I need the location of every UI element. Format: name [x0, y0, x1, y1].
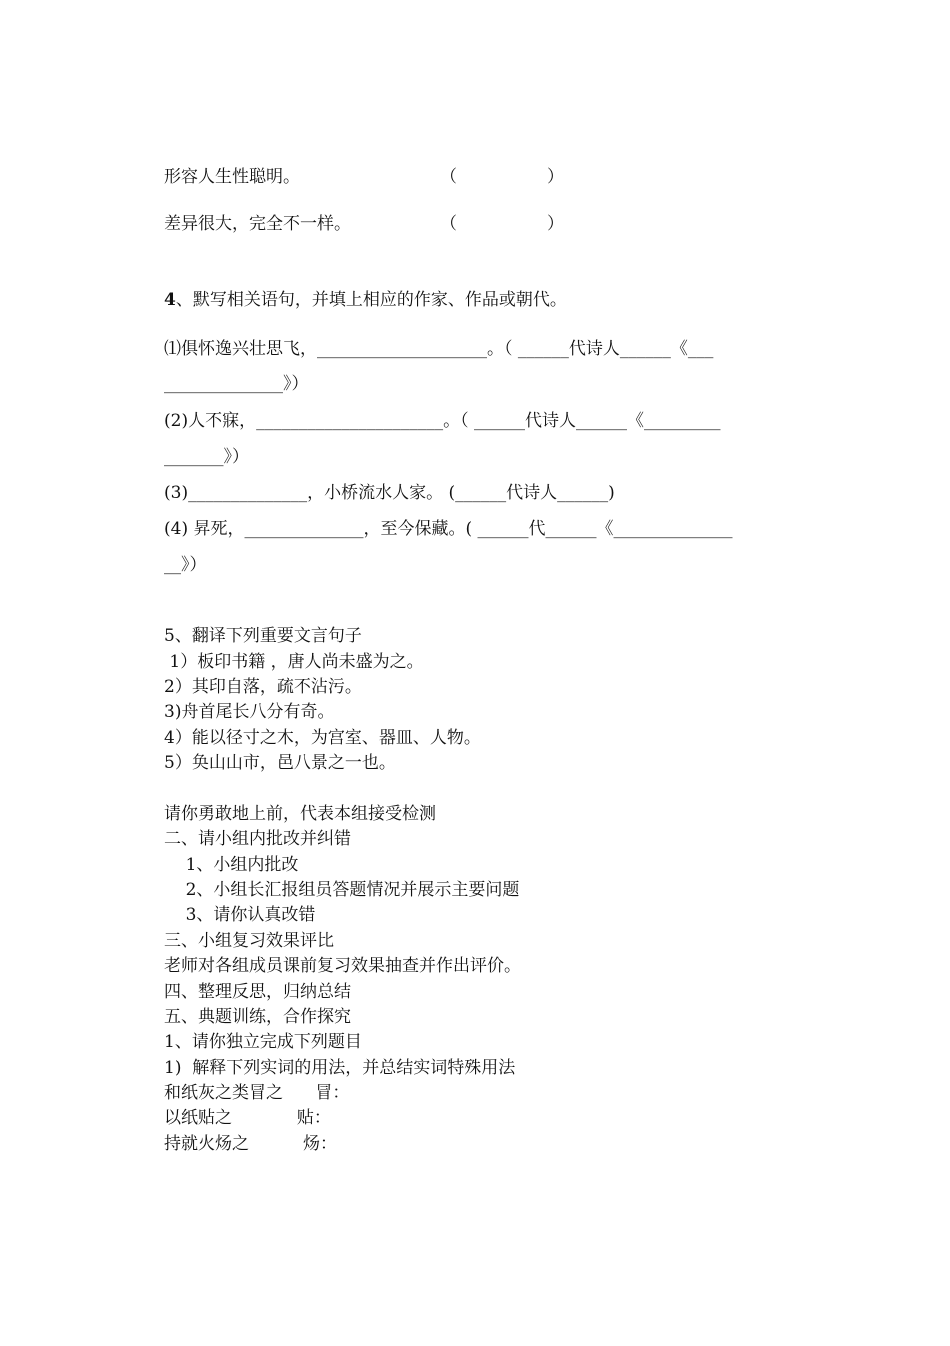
task-1-heading: 1、请你独立完成下列题目: [164, 1032, 362, 1052]
step-two-item-3: 3、请你认真改错: [164, 905, 316, 925]
q5-item-5: 5）奂山山市，邑八景之一也。: [164, 753, 396, 773]
idiom-answer-close-2: ）: [547, 214, 564, 234]
section-two-heading: 二、请小组内批改并纠错: [164, 829, 351, 849]
q4-item-3: (3)______________，小桥流水人家。 (______代诗人______): [164, 483, 615, 503]
q5-title: 5、翻译下列重要文言句子: [164, 626, 362, 646]
section-five-heading: 五、典题训练，合作探究: [164, 1007, 351, 1027]
q4-title: 、默写相关语句，并填上相应的作家、作品或朝代。: [175, 290, 567, 310]
word-item-mao: 和纸灰之类冒之 冒：: [164, 1083, 350, 1103]
idiom-desc-1: 形容人生性聪明。: [164, 167, 300, 187]
idiom-answer-open-1: （: [440, 167, 457, 187]
task-1-sub-1: 1) 解释下列实词的用法，并总结实词特殊用法: [164, 1058, 516, 1078]
q4-heading: [164, 289, 567, 311]
q4-item-1: ⑴俱怀逸兴壮思飞，____________________。（ ______代诗人______《___: [164, 339, 714, 359]
word-item-yang: 持就火炀之 炀：: [164, 1134, 338, 1154]
q5-item-3: 3)舟首尾长八分有奇。: [164, 702, 335, 722]
q4-number: 4: [164, 290, 176, 310]
section-three-text: 老师对各组成员课前复习效果抽查并作出评价。: [164, 956, 521, 976]
q5-item-2: 2）其印自落，疏不沾污。: [164, 677, 362, 697]
q4-item-1-cont: ______________》）: [164, 374, 309, 394]
idiom-answer-close-1: ）: [547, 167, 564, 187]
q4-item-2: (2)人不寐，______________________。（ ______代诗人______《_________: [164, 411, 721, 431]
section-three-heading: 三、小组复习效果评比: [164, 931, 334, 951]
idiom-answer-open-2: （: [440, 214, 457, 234]
step-two-item-1: 1、小组内批改: [164, 855, 299, 875]
section-four-heading: 四、整理反思，归纳总结: [164, 982, 351, 1002]
idiom-desc-2: 差异很大，完全不一样。: [164, 214, 351, 234]
q4-item-4: (4) 昇死，______________，至今保藏。( ______代______《______________: [164, 519, 733, 539]
q4-item-4-cont: __》）: [164, 555, 207, 575]
q5-item-4: 4）能以径寸之木，为宫室、器皿、人物。: [164, 728, 481, 748]
q5-item-1: 1）板印书籍 ，唐人尚未盛为之。: [164, 652, 424, 672]
q4-item-2-cont: _______》）: [164, 447, 249, 467]
step-two-item-2: 2、小组长汇报组员答题情况并展示主要问题: [164, 880, 520, 900]
word-item-tie: 以纸贴之 贴：: [164, 1108, 331, 1128]
step-line-1: 请你勇敢地上前，代表本组接受检测: [164, 804, 436, 824]
